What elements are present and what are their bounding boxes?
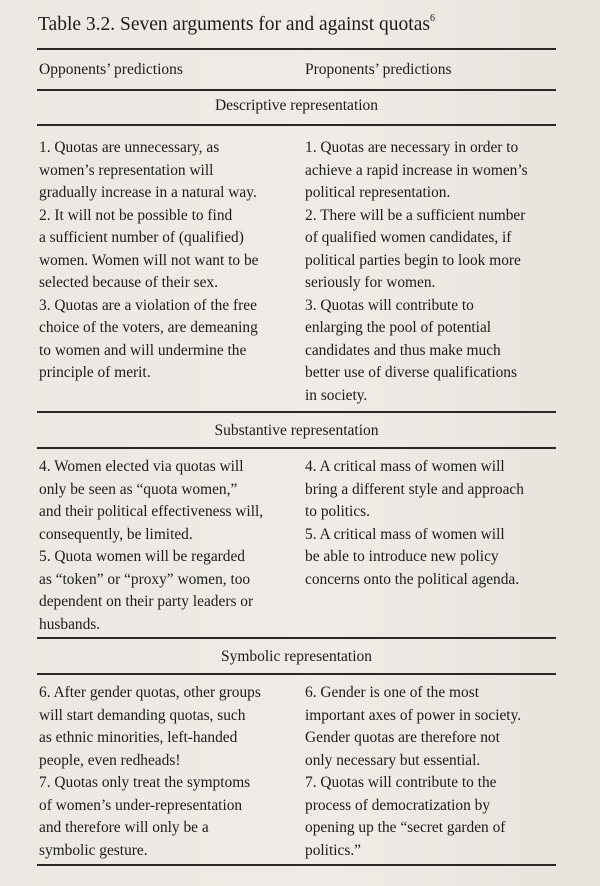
text-line: choice of the voters, are demeaning: [39, 319, 258, 336]
text-line: women. Women will not want to be: [39, 251, 259, 269]
text-line: 2. There will be a sufficient number: [305, 206, 526, 224]
text-line: and therefore will only be a: [39, 819, 209, 836]
section-end-rule-descriptive: [37, 411, 556, 413]
text-line: 2. It will not be possible to find: [39, 206, 233, 224]
text-line: bring a different style and approach: [305, 480, 524, 498]
text-line: and their political effectiveness will,: [39, 503, 264, 520]
symbolic-proponents-cell: [305, 682, 521, 862]
text-line: seriously for women.: [305, 274, 436, 291]
text-line: selected because of their sex.: [39, 274, 219, 291]
text-line: candidates and thus make much: [305, 341, 501, 359]
bottom-rule: [37, 864, 556, 866]
top-rule: [37, 48, 556, 50]
text-line: gradually increase in a natural way.: [39, 184, 257, 201]
table-title: [38, 13, 435, 36]
text-line: as ethnic minorities, left-handed: [39, 729, 238, 746]
proponents-header: Proponents’ predictions: [305, 61, 452, 78]
symbolic-opponents-cell: [39, 682, 261, 862]
text-line: women’s representation will: [39, 161, 214, 179]
text-line: political parties begin to look more: [305, 251, 521, 269]
text-line: dependent on their party leaders or: [39, 593, 254, 610]
text-line: only be seen as “quota women,”: [39, 480, 238, 498]
section-title-substantive: Substantive representation: [214, 422, 379, 439]
text-line: 7. Quotas will contribute to the: [305, 774, 497, 791]
text-line: 7. Quotas only treat the symptoms: [39, 774, 251, 791]
text-line: 3. Quotas will contribute to: [305, 296, 474, 314]
text-line: 1. Quotas are unnecessary, as: [39, 139, 220, 156]
section-rule-descriptive: [37, 124, 556, 126]
text-line: important axes of power in society.: [305, 706, 522, 724]
table-title-text: Table 3.2. Seven arguments for and against quotas: [38, 14, 430, 35]
text-line: enlarging the pool of potential: [305, 319, 492, 336]
text-line: 4. A critical mass of women will: [305, 458, 505, 475]
section-title-descriptive: Descriptive representation: [214, 97, 379, 114]
header-rule: [37, 89, 556, 91]
text-line: 5. A critical mass of women will: [305, 525, 505, 543]
text-line: husbands.: [39, 615, 101, 633]
substantive-proponents-cell: [305, 456, 524, 591]
table-title-footnote: 6: [429, 13, 435, 24]
descriptive-opponents-cell: [39, 137, 258, 385]
text-line: will start demanding quotas, such: [39, 706, 246, 724]
text-line: a sufficient number of (qualified): [39, 229, 244, 246]
text-line: only necessary but essential.: [305, 751, 481, 769]
text-line: people, even redheads!: [39, 751, 181, 769]
text-line: symbolic gesture.: [39, 841, 148, 859]
text-line: in society.: [305, 386, 368, 404]
text-line: 4. Women elected via quotas will: [39, 458, 244, 475]
text-line: politics.”: [305, 841, 361, 859]
text-line: better use of diverse qualifications: [305, 364, 517, 381]
text-line: political representation.: [305, 184, 451, 201]
text-line: 1. Quotas are necessary in order to: [305, 139, 519, 156]
text-line: of women’s under-representation: [39, 796, 243, 814]
text-line: Gender quotas are therefore not: [305, 729, 500, 746]
text-line: 6. After gender quotas, other groups: [39, 684, 261, 701]
text-line: consequently, be limited.: [39, 525, 193, 543]
section-rule-substantive: [37, 447, 556, 449]
descriptive-proponents-cell: [305, 137, 528, 407]
opponents-header: Opponents’ predictions: [39, 61, 183, 78]
text-line: to politics.: [305, 503, 370, 520]
substantive-opponents-cell: [39, 456, 263, 636]
text-line: of qualified women candidates, if: [305, 229, 512, 246]
text-line: be able to introduce new policy: [305, 548, 499, 565]
section-rule-symbolic: [37, 673, 556, 675]
text-line: to women and will undermine the: [39, 341, 247, 359]
text-line: concerns onto the political agenda.: [305, 570, 520, 588]
text-line: 6. Gender is one of the most: [305, 684, 479, 701]
text-line: achieve a rapid increase in women’s: [305, 161, 528, 179]
section-end-rule-substantive: [37, 637, 556, 639]
text-line: 5. Quota women will be regarded: [39, 548, 246, 565]
text-line: opening up the “secret garden of: [305, 819, 506, 836]
text-line: principle of merit.: [39, 364, 151, 381]
section-title-symbolic: Symbolic representation: [220, 648, 373, 665]
text-line: process of democratization by: [305, 796, 491, 814]
text-line: as “token” or “proxy” women, too: [39, 570, 251, 588]
text-line: 3. Quotas are a violation of the free: [39, 296, 257, 314]
